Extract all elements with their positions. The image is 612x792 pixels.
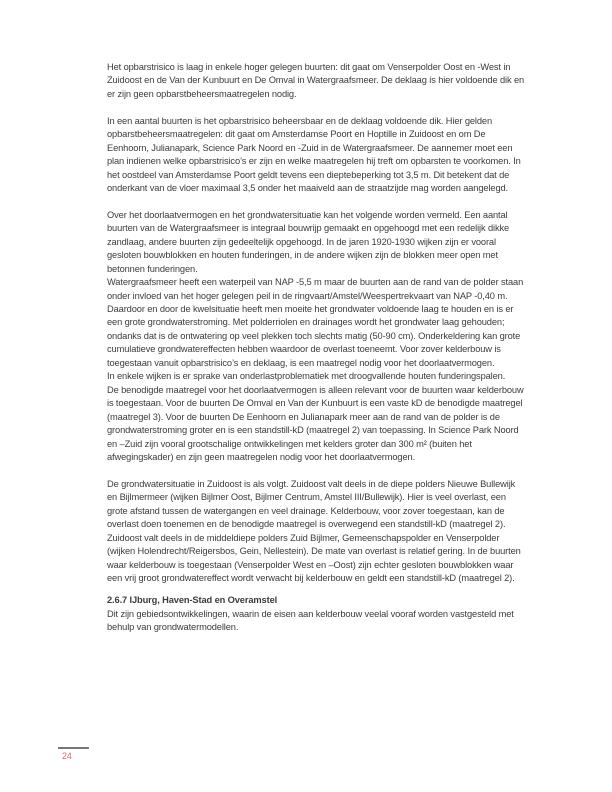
section-heading: 2.6.7 IJburg, Haven-Stad en Overamstel: [107, 595, 278, 606]
body-paragraph: Het opbarstrisico is laag in enkele hoger gelegen buurten: dit gaat om Venserpolder Oost en -West in Zuidoost en de Van der Kunbuurt en De Omval in Watergraafsmeer. De deklaag is hier voldoende dik en er zijn geen opbarstbeheersmaatregelen nodig.: [107, 62, 525, 99]
body-paragraph: Zuidoost valt deels in de middeldiepe polders Zuid Bijlmer, Gemeenschapspolder en Venserpolder (wijken Holendrecht/Reigersbos, Gein, Nellestein). De mate van overlast is relatief gering. In de buurten waar kelderbouw is toegestaan (Venserpolder West en –Oost) zijn echter gesloten bouwblokken waar een vrij groot grondwatereffect wordt verwacht bij kelderbouw en geldt een standstill-kD (maatregel 2).: [107, 532, 521, 584]
body-paragraph: Dit zijn gebiedsontwikkelingen, waarin de eisen aan kelderbouw veelal vooraf worden vastgesteld met behulp van grondwatermodellen.: [107, 608, 514, 633]
body-text-column: [107, 61, 526, 635]
body-paragraph: Watergraafsmeer heeft een waterpeil van NAP -5,5 m maar de buurten aan de rand van de polder staan onder invloed van het hoger gelegen peil in de ringvaart/Amstel/Weespertrekvaart van NAP -0,40 m. Daardoor en door de kwelsituatie heeft men moeite het grondwater voldoende laag te houden en is er een grote grondwaterstroming. Met polderriolen en drainages wordt het grondwater laag gehouden; ondanks dat is de ontwatering op veel plekken toch slechts matig (50-90 cm). Onderkeldering kan grote cumulatieve grondwatereffecten hebben waardoor de overlast toeneemt. Voor zover kelderbouw is toegestaan vanuit opbarstrisico’s en deklaag, is een maatregel nodig voor het doorlaatvermogen.: [107, 277, 524, 368]
body-paragraph: In een aantal buurten is het opbarstrisico beheersbaar en de deklaag voldoende dik. Hier gelden opbarstbeheersmaatregelen: dit gaat om Amsterdamse Poort en Hoptille in Zuidoost en om De Eenhoorn, Julianapark, Science Park Noord en -Zuid in de Watergraafsmeer. De aannemer moet een plan indienen welke opbarstrisico’s er zijn en welke maatregelen hij treft om opbarsten te voorkomen. In het oostdeel van Amsterdamse Poort geldt tevens een dieptebeperking tot 3,5 m. Dit betekent dat de onderkant van de vloer maximaal 3,5 onder het maaiveld aan de straatzijde mag worden aangelegd.: [107, 115, 521, 194]
footer-rule: [58, 747, 89, 749]
body-paragraph: De benodigde maatregel voor het doorlaatvermogen is alleen relevant voor de buurten waar kelderbouw is toegestaan. Voor de buurten De Omval en Van der Kunbuurt is een vaste kD de benodigde maatregel (maatregel 3). Voor de buurten De Eenhoorn en Julianapark meer aan de rand van de polder is de grondwaterstroming groter en is een standstill-kD (maatregel 2) van toepassing. In Science Park Noord en –Zuid zijn vooral grootschalige ontwikkelingen met kelders groter dan 300 m² (buiten het afwegingskader) en zijn geen maatregelen nodig voor het doorlaatvermogen.: [107, 384, 524, 463]
body-paragraph: Over het doorlaatvermogen en het grondwatersituatie kan het volgende worden vermeld. Een aantal buurten van de Watergraafsmeer is integraal bouwrijp gemaakt en opgehoogd met een redelijk dikke zandlaag, andere buurten zijn gedeeltelijk opgehoogd. In de jaren 1920-1930 wijken zijn er vooral gesloten bouwblokken en houten funderingen, in de andere wijken zijn de blokken meer open met betonnen funderingen.: [107, 209, 510, 274]
body-paragraph: De grondwatersituatie in Zuidoost is als volgt. Zuidoost valt deels in de diepe polders Nieuwe Bullewijk en Bijlmermeer (wijken Bijlmer Oost, Bijlmer Centrum, Amstel III/Bullewijk). Hier is veel overlast, een grote afstand tussen de watergangen en veel drainage. Kelderbouw, voor zover toegestaan, kan de overlast doen toenemen en de benodigde maatregel is overwegend een standstill-kD (maatregel 2).: [107, 478, 516, 530]
page-number: 24: [62, 751, 72, 761]
body-paragraph: In enkele wijken is er sprake van onderlastproblematiek met droogvallende houten funderingspalen.: [107, 371, 506, 382]
